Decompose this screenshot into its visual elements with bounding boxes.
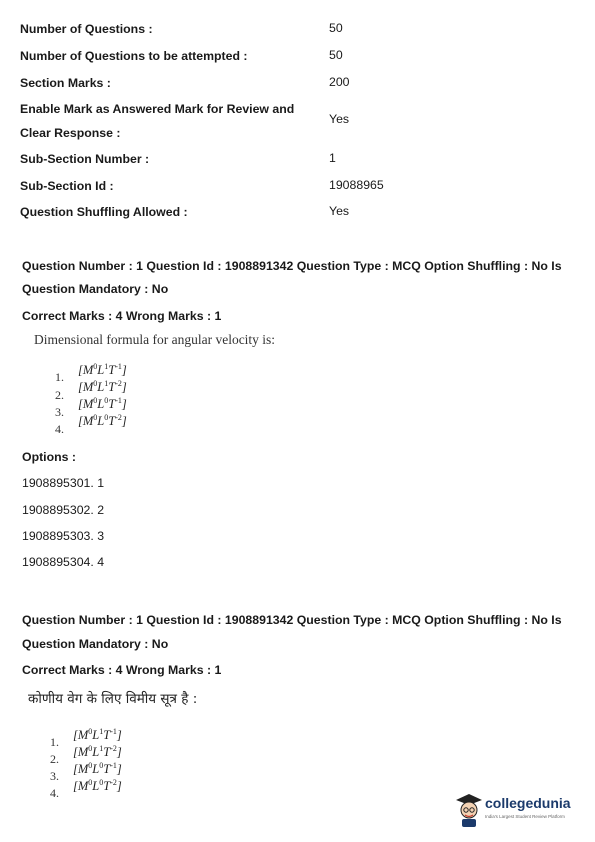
info-row	[20, 150, 149, 168]
info-value: 1	[329, 151, 336, 165]
option-formula: $[M^0L^1T^{-2}]$	[73, 744, 122, 760]
option-formula: $[M^0L^0T^{-1}]$	[78, 396, 127, 412]
info-value: 200	[329, 75, 350, 89]
option-number: 2.	[55, 388, 64, 402]
option-number: 1.	[50, 735, 59, 749]
option-id: 1908895303. 3	[22, 529, 105, 543]
graduate-mascot-icon	[455, 792, 483, 828]
info-value: Yes	[329, 204, 350, 218]
info-label: Sub-Section Number :	[20, 152, 150, 166]
info-value: Yes	[329, 112, 350, 126]
option-number: 4.	[50, 786, 59, 800]
option-id: 1908895301. 1	[22, 476, 105, 490]
option-number: 3.	[55, 405, 64, 419]
option-number: 2.	[50, 752, 59, 766]
question-marks: Correct Marks : 4 Wrong Marks : 1	[22, 309, 222, 323]
option-formula: $[M^0L^1T^{-2}]$	[78, 379, 127, 395]
question-mandatory: Question Mandatory : No	[22, 282, 169, 296]
question-text-hindi: कोणीय वेग के लिए विमीय सूत्र है :	[28, 691, 198, 707]
option-formula: $[M^0L^1T^{-1}]$	[78, 362, 127, 378]
option-formula: $[M^0L^0T^{-2}]$	[78, 413, 127, 429]
question-text: Dimensional formula for angular velocity is:	[34, 332, 276, 347]
logo-tagline: India's Largest Student Review Platform	[485, 814, 565, 819]
logo-name: collegedunia	[485, 795, 571, 811]
info-row	[20, 74, 111, 92]
info-label-continued: Clear Response :	[20, 126, 121, 140]
question-mandatory: Question Mandatory : No	[22, 637, 169, 651]
options-label: Options :	[22, 450, 76, 464]
info-value: 50	[329, 48, 343, 62]
info-label: Sub-Section Id :	[20, 179, 114, 193]
option-number: 1.	[55, 370, 64, 384]
info-label: Number of Questions :	[20, 22, 153, 36]
info-row	[20, 47, 248, 65]
info-value: 19088965	[329, 178, 384, 192]
option-number: 3.	[50, 769, 59, 783]
info-row	[20, 177, 114, 195]
option-formula: $[M^0L^0T^{-1}]$	[73, 761, 122, 777]
info-label: Enable Mark as Answered Mark for Review and	[20, 102, 295, 116]
option-id: 1908895302. 2	[22, 503, 105, 517]
question-header: Question Number : 1 Question Id : 1908891342 Question Type : MCQ Option Shuffling : No Is	[22, 613, 562, 627]
info-label: Question Shuffling Allowed :	[20, 205, 188, 219]
question-marks: Correct Marks : 4 Wrong Marks : 1	[22, 663, 222, 677]
option-formula: $[M^0L^0T^{-2}]$	[73, 778, 122, 794]
option-formula: $[M^0L^1T^{-1}]$	[73, 727, 122, 743]
option-number: 4.	[55, 422, 64, 436]
collegedunia-logo	[455, 790, 580, 830]
info-label: Number of Questions to be attempted :	[20, 49, 248, 63]
info-row	[20, 100, 294, 118]
info-label: Section Marks :	[20, 76, 111, 90]
info-row	[20, 20, 153, 38]
info-row	[20, 124, 120, 142]
info-row	[20, 203, 188, 221]
info-value: 50	[329, 21, 343, 35]
option-id: 1908895304. 4	[22, 555, 105, 569]
question-header: Question Number : 1 Question Id : 1908891342 Question Type : MCQ Option Shuffling : No Is	[22, 259, 562, 273]
